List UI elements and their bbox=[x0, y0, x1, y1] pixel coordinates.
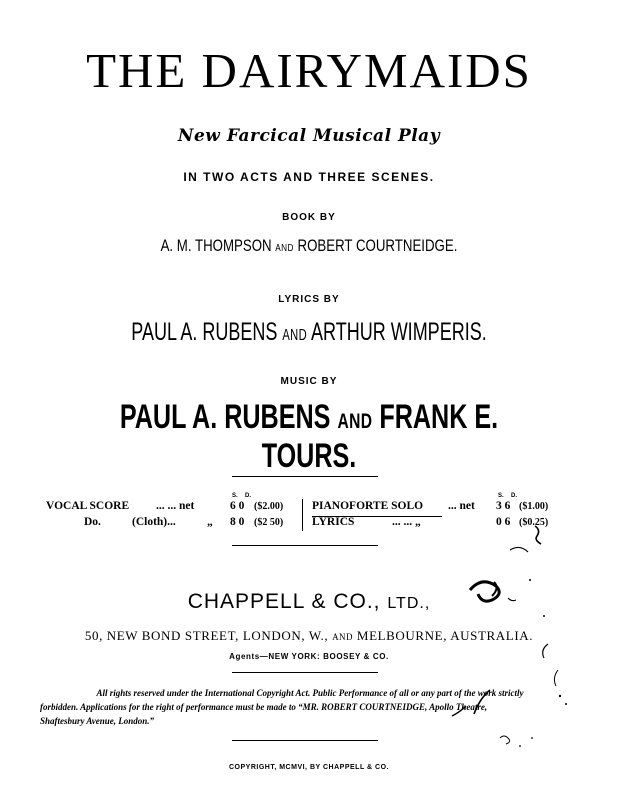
book-author-2: ROBERT COURTNEIDGE. bbox=[297, 236, 458, 255]
price-row-pianoforte bbox=[312, 500, 423, 512]
lyrics-authors bbox=[87, 318, 532, 347]
price-dots: ... net bbox=[448, 500, 475, 512]
price-column-divider bbox=[302, 499, 303, 531]
notice-line-1: All rights reserved under the International Copyright Act. Public Performance of all or any part of the work strictly bbox=[96, 688, 524, 698]
book-author-1: A. M. THOMPSON bbox=[160, 236, 272, 255]
price-row-do bbox=[84, 516, 101, 528]
price-item: Do. bbox=[84, 516, 101, 528]
address-part-2: MELBOURNE, AUSTRALIA. bbox=[356, 628, 534, 643]
divider-notice-top bbox=[232, 672, 378, 673]
book-and: AND bbox=[275, 242, 294, 254]
price-dollar: ($2 50) bbox=[254, 517, 284, 528]
acts-line: IN TWO ACTS AND THREE SCENES. bbox=[183, 170, 435, 184]
copyright-line: COPYRIGHT, MCMVI, BY CHAPPELL & CO. bbox=[229, 764, 389, 771]
publisher-name-text: CHAPPELL & CO., bbox=[187, 590, 381, 613]
music-and: AND bbox=[337, 410, 373, 433]
price-dollar: ($0.25) bbox=[519, 517, 549, 528]
address-and: AND bbox=[332, 632, 354, 642]
page-title: THE DAIRYMAIDS bbox=[86, 43, 532, 98]
lyrics-author-2: ARTHUR WIMPERIS. bbox=[311, 318, 487, 346]
divider-bottom bbox=[232, 545, 378, 546]
subtitle: New Farcical Musical Play bbox=[177, 126, 441, 146]
music-authors bbox=[80, 398, 537, 476]
price-row-vocal-score bbox=[46, 500, 129, 512]
price-dots: ... ... net bbox=[156, 500, 195, 512]
shilling-label-left: S. bbox=[232, 493, 238, 499]
music-heading: MUSIC BY bbox=[280, 376, 338, 387]
address-part-1: 50, NEW BOND STREET, LONDON, W., bbox=[84, 628, 329, 643]
music-author-1: PAUL A. RUBENS bbox=[119, 398, 331, 436]
lyrics-author-1: PAUL A. RUBENS bbox=[131, 318, 278, 346]
book-heading: BOOK BY bbox=[282, 212, 336, 223]
divider-top bbox=[232, 476, 378, 477]
price-value: 6 0 bbox=[230, 500, 245, 512]
price-item: LYRICS bbox=[312, 516, 355, 528]
price-item: VOCAL SCORE bbox=[46, 500, 130, 512]
notice-line-3: Shaftesbury Avenue, London.” bbox=[40, 716, 155, 726]
price-row-lyrics bbox=[312, 516, 354, 528]
price-note: (Cloth)... bbox=[132, 516, 176, 528]
price-dots: ... ... „ bbox=[392, 516, 421, 528]
price-value: 3 6 bbox=[496, 500, 511, 512]
agents-line: Agents—NEW YORK: BOOSEY & CO. bbox=[229, 652, 389, 661]
ink-scribble-marks bbox=[440, 520, 610, 760]
lyrics-and: AND bbox=[282, 327, 308, 344]
music-author-2: FRANK E. TOURS. bbox=[261, 398, 499, 475]
price-value: 8 0 bbox=[230, 516, 245, 528]
publisher-ltd: LTD., bbox=[387, 595, 431, 612]
lyrics-heading: LYRICS BY bbox=[278, 294, 340, 305]
pence-label-left: D. bbox=[245, 493, 251, 499]
book-authors bbox=[68, 236, 550, 256]
pence-label-right: D. bbox=[511, 493, 517, 499]
price-item: PIANOFORTE SOLO bbox=[312, 500, 424, 512]
price-value: 0 6 bbox=[496, 516, 511, 528]
divider-notice-bottom bbox=[232, 740, 378, 741]
shilling-label-right: S. bbox=[498, 493, 504, 499]
price-dollar: ($1.00) bbox=[519, 501, 549, 512]
price-dollar: ($2.00) bbox=[254, 501, 284, 512]
notice-line-2: forbidden. Applications for the right of performance must be made to “MR. ROBERT COURTNEIDGE, Apollo Theatre, bbox=[40, 702, 488, 712]
price-dots: „ bbox=[207, 516, 213, 528]
